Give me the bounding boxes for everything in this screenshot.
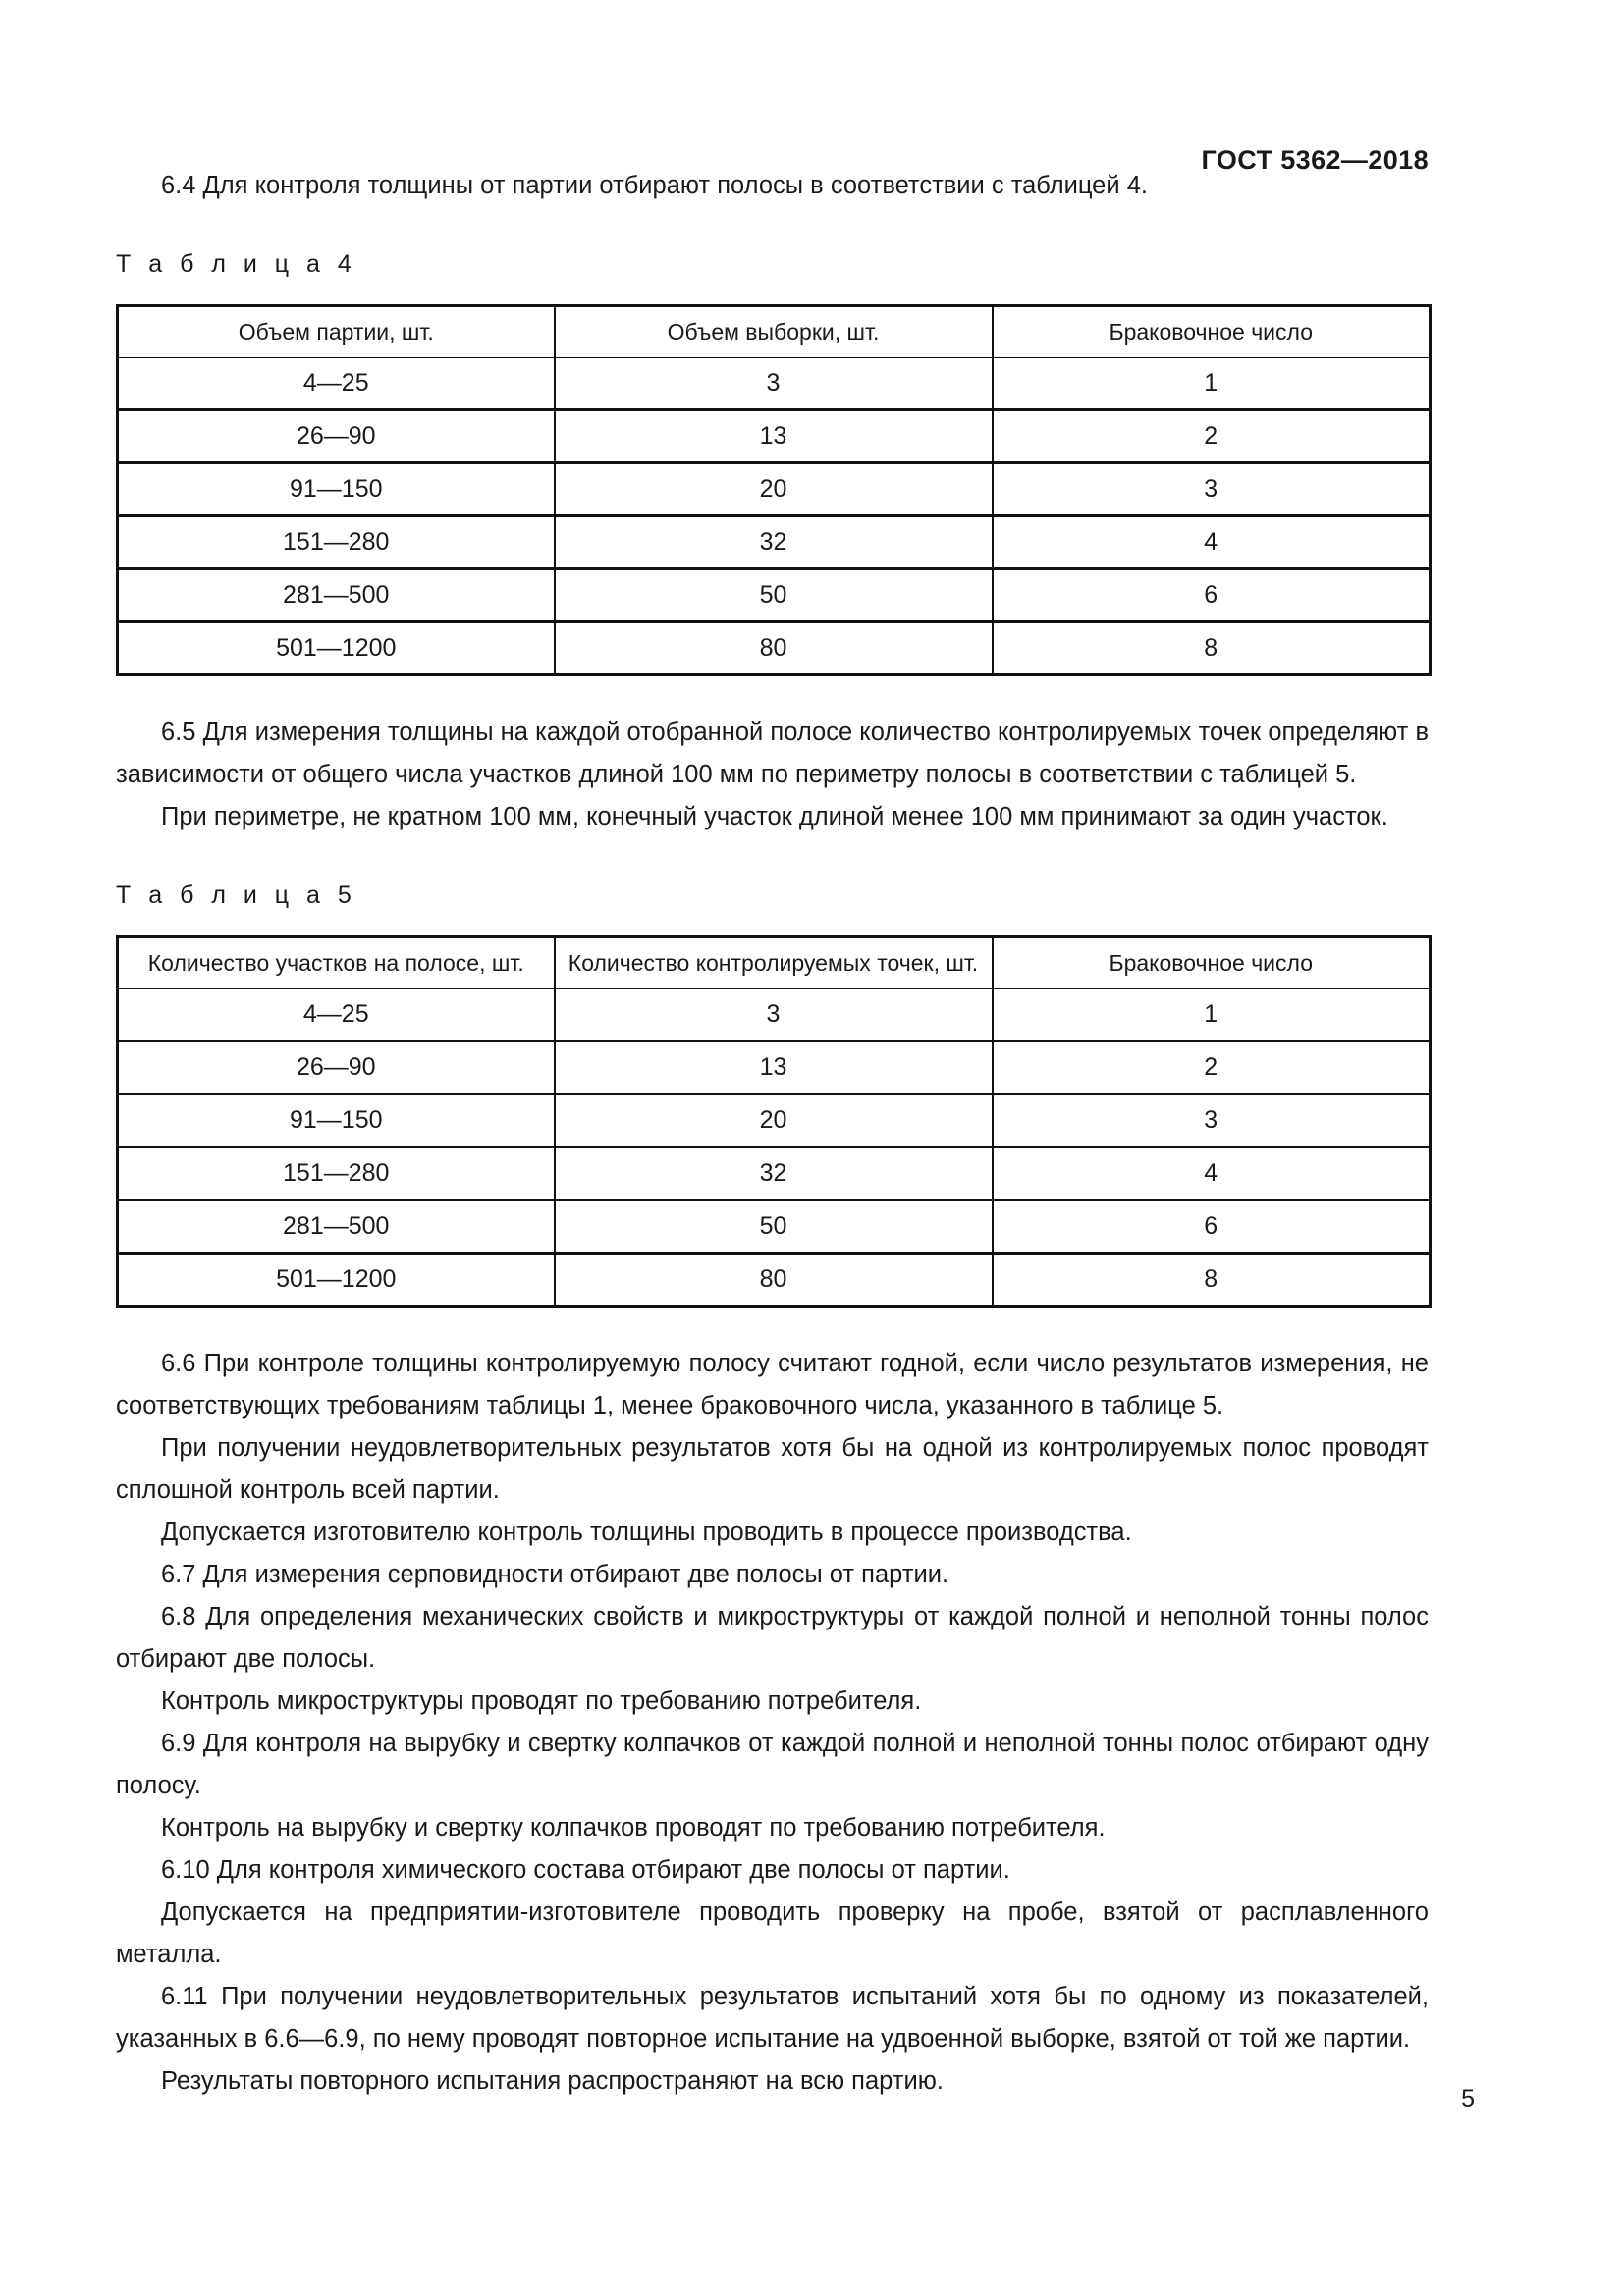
table-cell: 501—1200 bbox=[118, 1254, 555, 1307]
table-5-caption: Т а б л и ц а 5 bbox=[116, 881, 357, 909]
paragraph-6-10-note: Допускается на предприятии-изготовителе проводить проверку на пробе, взятой от расплавленного металла. bbox=[116, 1898, 1429, 1968]
table-cell: 2 bbox=[993, 410, 1431, 463]
table-cell: 32 bbox=[555, 516, 993, 569]
table-cell: 1 bbox=[993, 358, 1431, 410]
table-cell: 91—150 bbox=[118, 1095, 555, 1148]
table-cell: 4—25 bbox=[118, 358, 555, 410]
table-cell: 80 bbox=[555, 1254, 993, 1307]
table-4-caption: Т а б л и ц а 4 bbox=[116, 250, 357, 278]
table-row bbox=[118, 622, 1431, 675]
table-cell: 20 bbox=[555, 463, 993, 516]
table-cell: 501—1200 bbox=[118, 622, 555, 675]
table-row bbox=[118, 463, 1431, 516]
table-cell: 13 bbox=[555, 1041, 993, 1095]
paragraph-6-5: 6.5 Для измерения толщины на каждой отобранной полосе количество контролируемых точек определяют в зависимости от общего числа участков длиной 100 мм по периметру полосы в соответствии с таблицей 5. bbox=[116, 719, 1429, 788]
table-5-col-header-points-count: Количество контролируемых точек, шт. bbox=[555, 937, 993, 989]
table-row bbox=[118, 989, 1431, 1041]
paragraph-6-8: 6.8 Для определения механических свойств и микроструктуры от каждой полной и неполной тонны полос отбирают две полосы. bbox=[116, 1603, 1429, 1673]
paragraph-6-9: 6.9 Для контроля на вырубку и свертку колпачков от каждой полной и неполной тонны полос отбирают одну полосу. bbox=[116, 1730, 1429, 1799]
table-cell: 3 bbox=[993, 463, 1431, 516]
table-cell: 4 bbox=[993, 516, 1431, 569]
table-row bbox=[118, 569, 1431, 622]
table-row bbox=[118, 1201, 1431, 1254]
table-cell: 20 bbox=[555, 1095, 993, 1148]
paragraph-6-6: 6.6 При контроле толщины контролируемую полосу считают годной, если число результатов измерения, не соответствующих требованиям таблицы 1, менее браковочного числа, указанного в таблице 5. bbox=[116, 1350, 1429, 1419]
standard-designation-header: ГОСТ 5362—2018 bbox=[1201, 145, 1429, 175]
paragraph-6-9-note: Контроль на вырубку и свертку колпачков проводят по требованию потребителя. bbox=[161, 1814, 1106, 1842]
table-5-col-header-sections-count: Количество участков на полосе, шт. bbox=[118, 937, 555, 989]
table-row bbox=[118, 1148, 1431, 1201]
paragraph-6-11-note: Результаты повторного испытания распространяют на всю партию. bbox=[161, 2067, 944, 2095]
table-cell: 6 bbox=[993, 1201, 1431, 1254]
page-content bbox=[116, 0, 1429, 2103]
table-cell: 1 bbox=[993, 989, 1431, 1041]
table-cell: 91—150 bbox=[118, 463, 555, 516]
table-cell: 4 bbox=[993, 1148, 1431, 1201]
table-cell: 3 bbox=[555, 358, 993, 410]
table-4 bbox=[116, 304, 1432, 676]
paragraph-6-8-note: Контроль микроструктуры проводят по требованию потребителя. bbox=[161, 1687, 922, 1715]
table-5-header-row bbox=[118, 937, 1431, 989]
paragraph-6-4: 6.4 Для контроля толщины от партии отбирают полосы в соответствии с таблицей 4. bbox=[161, 172, 1148, 199]
table-cell: 26—90 bbox=[118, 1041, 555, 1095]
paragraph-6-11: 6.11 При получении неудовлетворительных результатов испытаний хотя бы по одному из показателей, указанных в 6.6—6.9, по нему проводят повторное испытание на удвоенной выборке, взятой от той же партии. bbox=[116, 1983, 1429, 2053]
paragraph-6-6-note-1: При получении неудовлетворительных результатов хотя бы на одной из контролируемых полос проводят сплошной контроль всей партии. bbox=[116, 1434, 1429, 1504]
table-cell: 50 bbox=[555, 1201, 993, 1254]
table-row bbox=[118, 1095, 1431, 1148]
table-5-col-header-reject-number: Браковочное число bbox=[993, 937, 1431, 989]
table-cell: 6 bbox=[993, 569, 1431, 622]
paragraph-6-7: 6.7 Для измерения серповидности отбирают две полосы от партии. bbox=[161, 1561, 949, 1588]
table-cell: 4—25 bbox=[118, 989, 555, 1041]
paragraph-6-5-note: При периметре, не кратном 100 мм, конечный участок длиной менее 100 мм принимают за один участок. bbox=[161, 803, 1388, 830]
table-cell: 3 bbox=[555, 989, 993, 1041]
table-cell: 3 bbox=[993, 1095, 1431, 1148]
table-cell: 13 bbox=[555, 410, 993, 463]
table-4-col-header-volume-sample: Объем выборки, шт. bbox=[555, 306, 993, 358]
table-row bbox=[118, 1254, 1431, 1307]
table-cell: 32 bbox=[555, 1148, 993, 1201]
table-cell: 151—280 bbox=[118, 1148, 555, 1201]
table-cell: 151—280 bbox=[118, 516, 555, 569]
table-cell: 8 bbox=[993, 1254, 1431, 1307]
table-cell: 50 bbox=[555, 569, 993, 622]
page-number: 5 bbox=[1461, 2085, 1475, 2112]
table-row bbox=[118, 358, 1431, 410]
table-cell: 2 bbox=[993, 1041, 1431, 1095]
table-cell: 8 bbox=[993, 622, 1431, 675]
table-cell: 281—500 bbox=[118, 569, 555, 622]
table-cell: 80 bbox=[555, 622, 993, 675]
table-5 bbox=[116, 935, 1432, 1308]
table-4-col-header-volume-lot: Объем партии, шт. bbox=[118, 306, 555, 358]
table-row bbox=[118, 410, 1431, 463]
table-row bbox=[118, 1041, 1431, 1095]
table-4-header-row bbox=[118, 306, 1431, 358]
table-cell: 281—500 bbox=[118, 1201, 555, 1254]
table-cell: 26—90 bbox=[118, 410, 555, 463]
paragraph-6-10: 6.10 Для контроля химического состава отбирают две полосы от партии. bbox=[161, 1856, 1010, 1884]
table-4-col-header-reject-number: Браковочное число bbox=[993, 306, 1431, 358]
table-row bbox=[118, 516, 1431, 569]
paragraph-6-6-note-2: Допускается изготовителю контроль толщины проводить в процессе производства. bbox=[161, 1519, 1132, 1546]
